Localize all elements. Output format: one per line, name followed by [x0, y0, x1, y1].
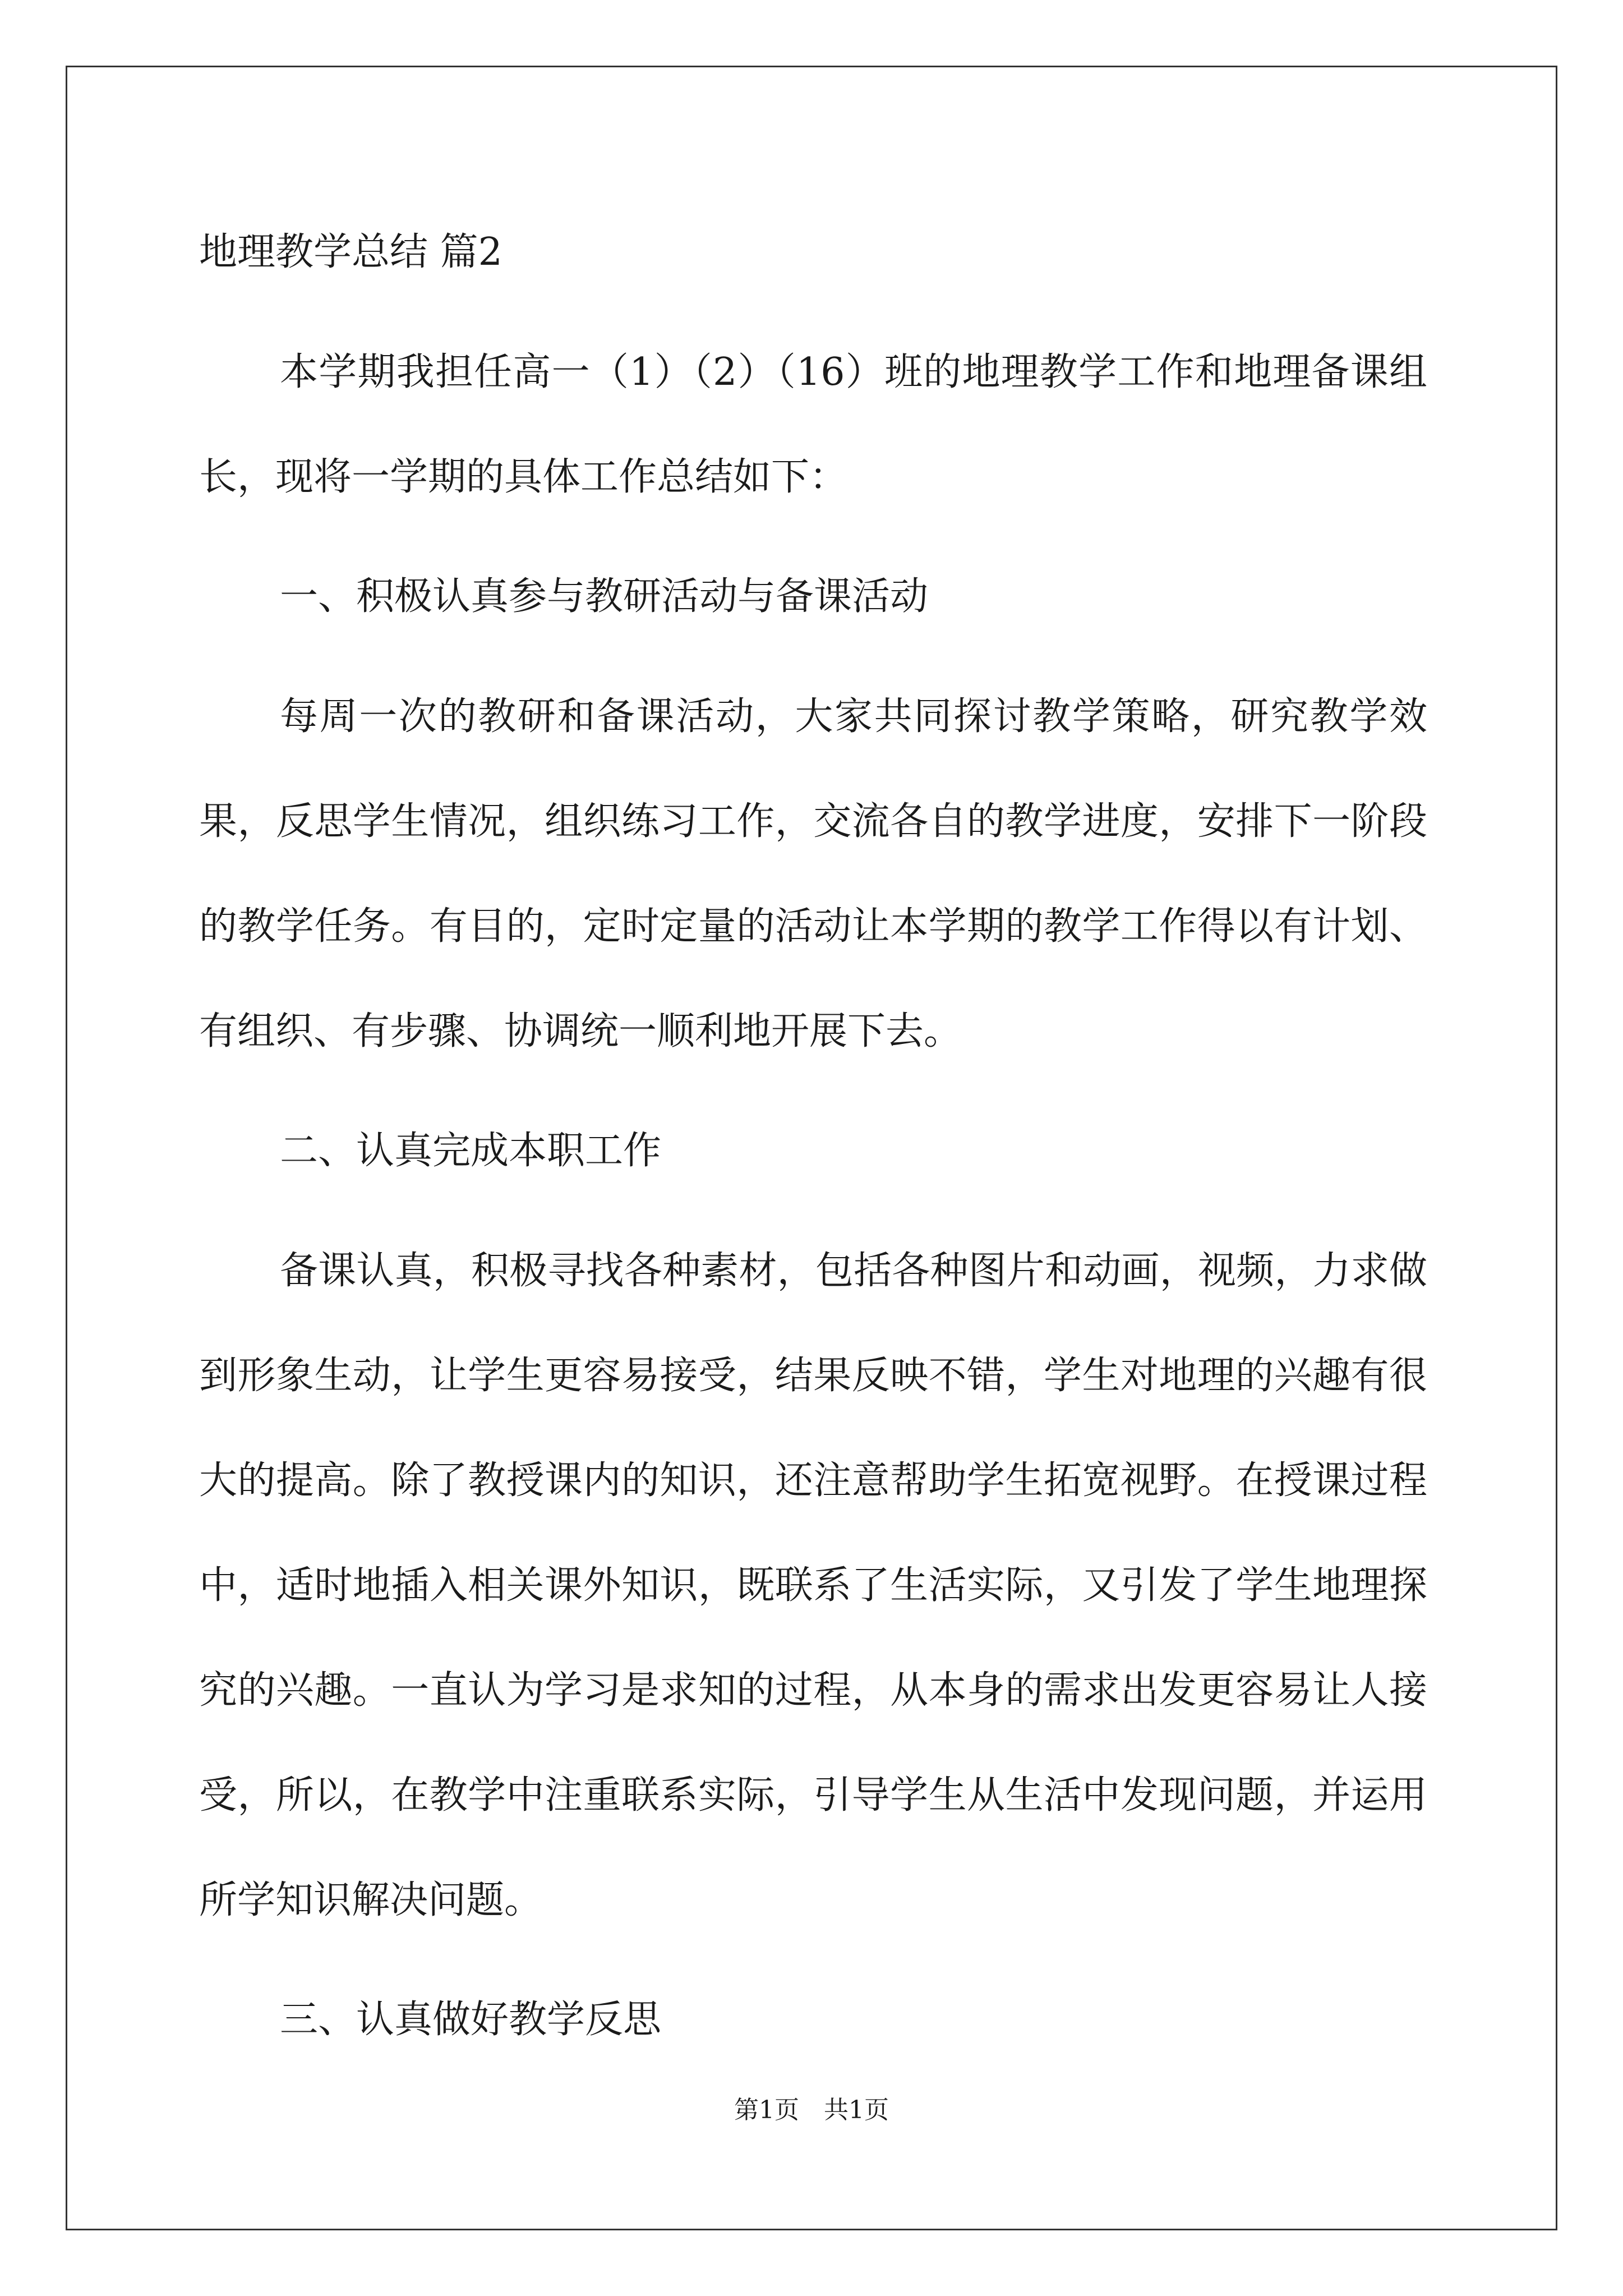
- document-title: 地理教学总结 篇2: [199, 230, 502, 274]
- page-total: 共1页: [824, 2096, 889, 2124]
- document-body: [199, 213, 1427, 2059]
- page-footer: [0, 2090, 1623, 2125]
- section-heading-3: 三、认真做好教学反思: [280, 1998, 662, 2042]
- page-number: 第1页: [734, 2096, 799, 2124]
- section-heading-2: 二、认真完成本职工作: [280, 1129, 662, 1173]
- intro-paragraph: 本学期我担任高一（1）（2）（16）班的地理教学工作和地理备课组长，现将一学期的具体工作总结如下：: [199, 350, 1427, 499]
- section-heading-1: 一、积极认真参与教研活动与备课活动: [280, 574, 929, 619]
- section-body-1: 每周一次的教研和备课活动，大家共同探讨教学策略，研究教学效果，反思学生情况，组织练习工作，交流各自的教学进度，安排下一阶段的教学任务。有目的，定时定量的活动让本学期的教学工作得以有计划、有组织、有步骤、协调统一顺利地开展下去。: [199, 694, 1427, 1053]
- section-body-2: 备课认真，积极寻找各种素材，包括各种图片和动画，视频，力求做到形象生动，让学生更容易接受，结果反映不错，学生对地理的兴趣有很大的提高。除了教授课内的知识，还注意帮助学生拓宽视野。在授课过程中，适时地插入相关课外知识，既联系了生活实际，又引发了学生地理探究的兴趣。一直认为学习是求知的过程，从本身的需求出发更容易让人接受，所以，在教学中注重联系实际，引导学生从生活中发现问题，并运用所学知识解决问题。: [199, 1249, 1427, 1922]
